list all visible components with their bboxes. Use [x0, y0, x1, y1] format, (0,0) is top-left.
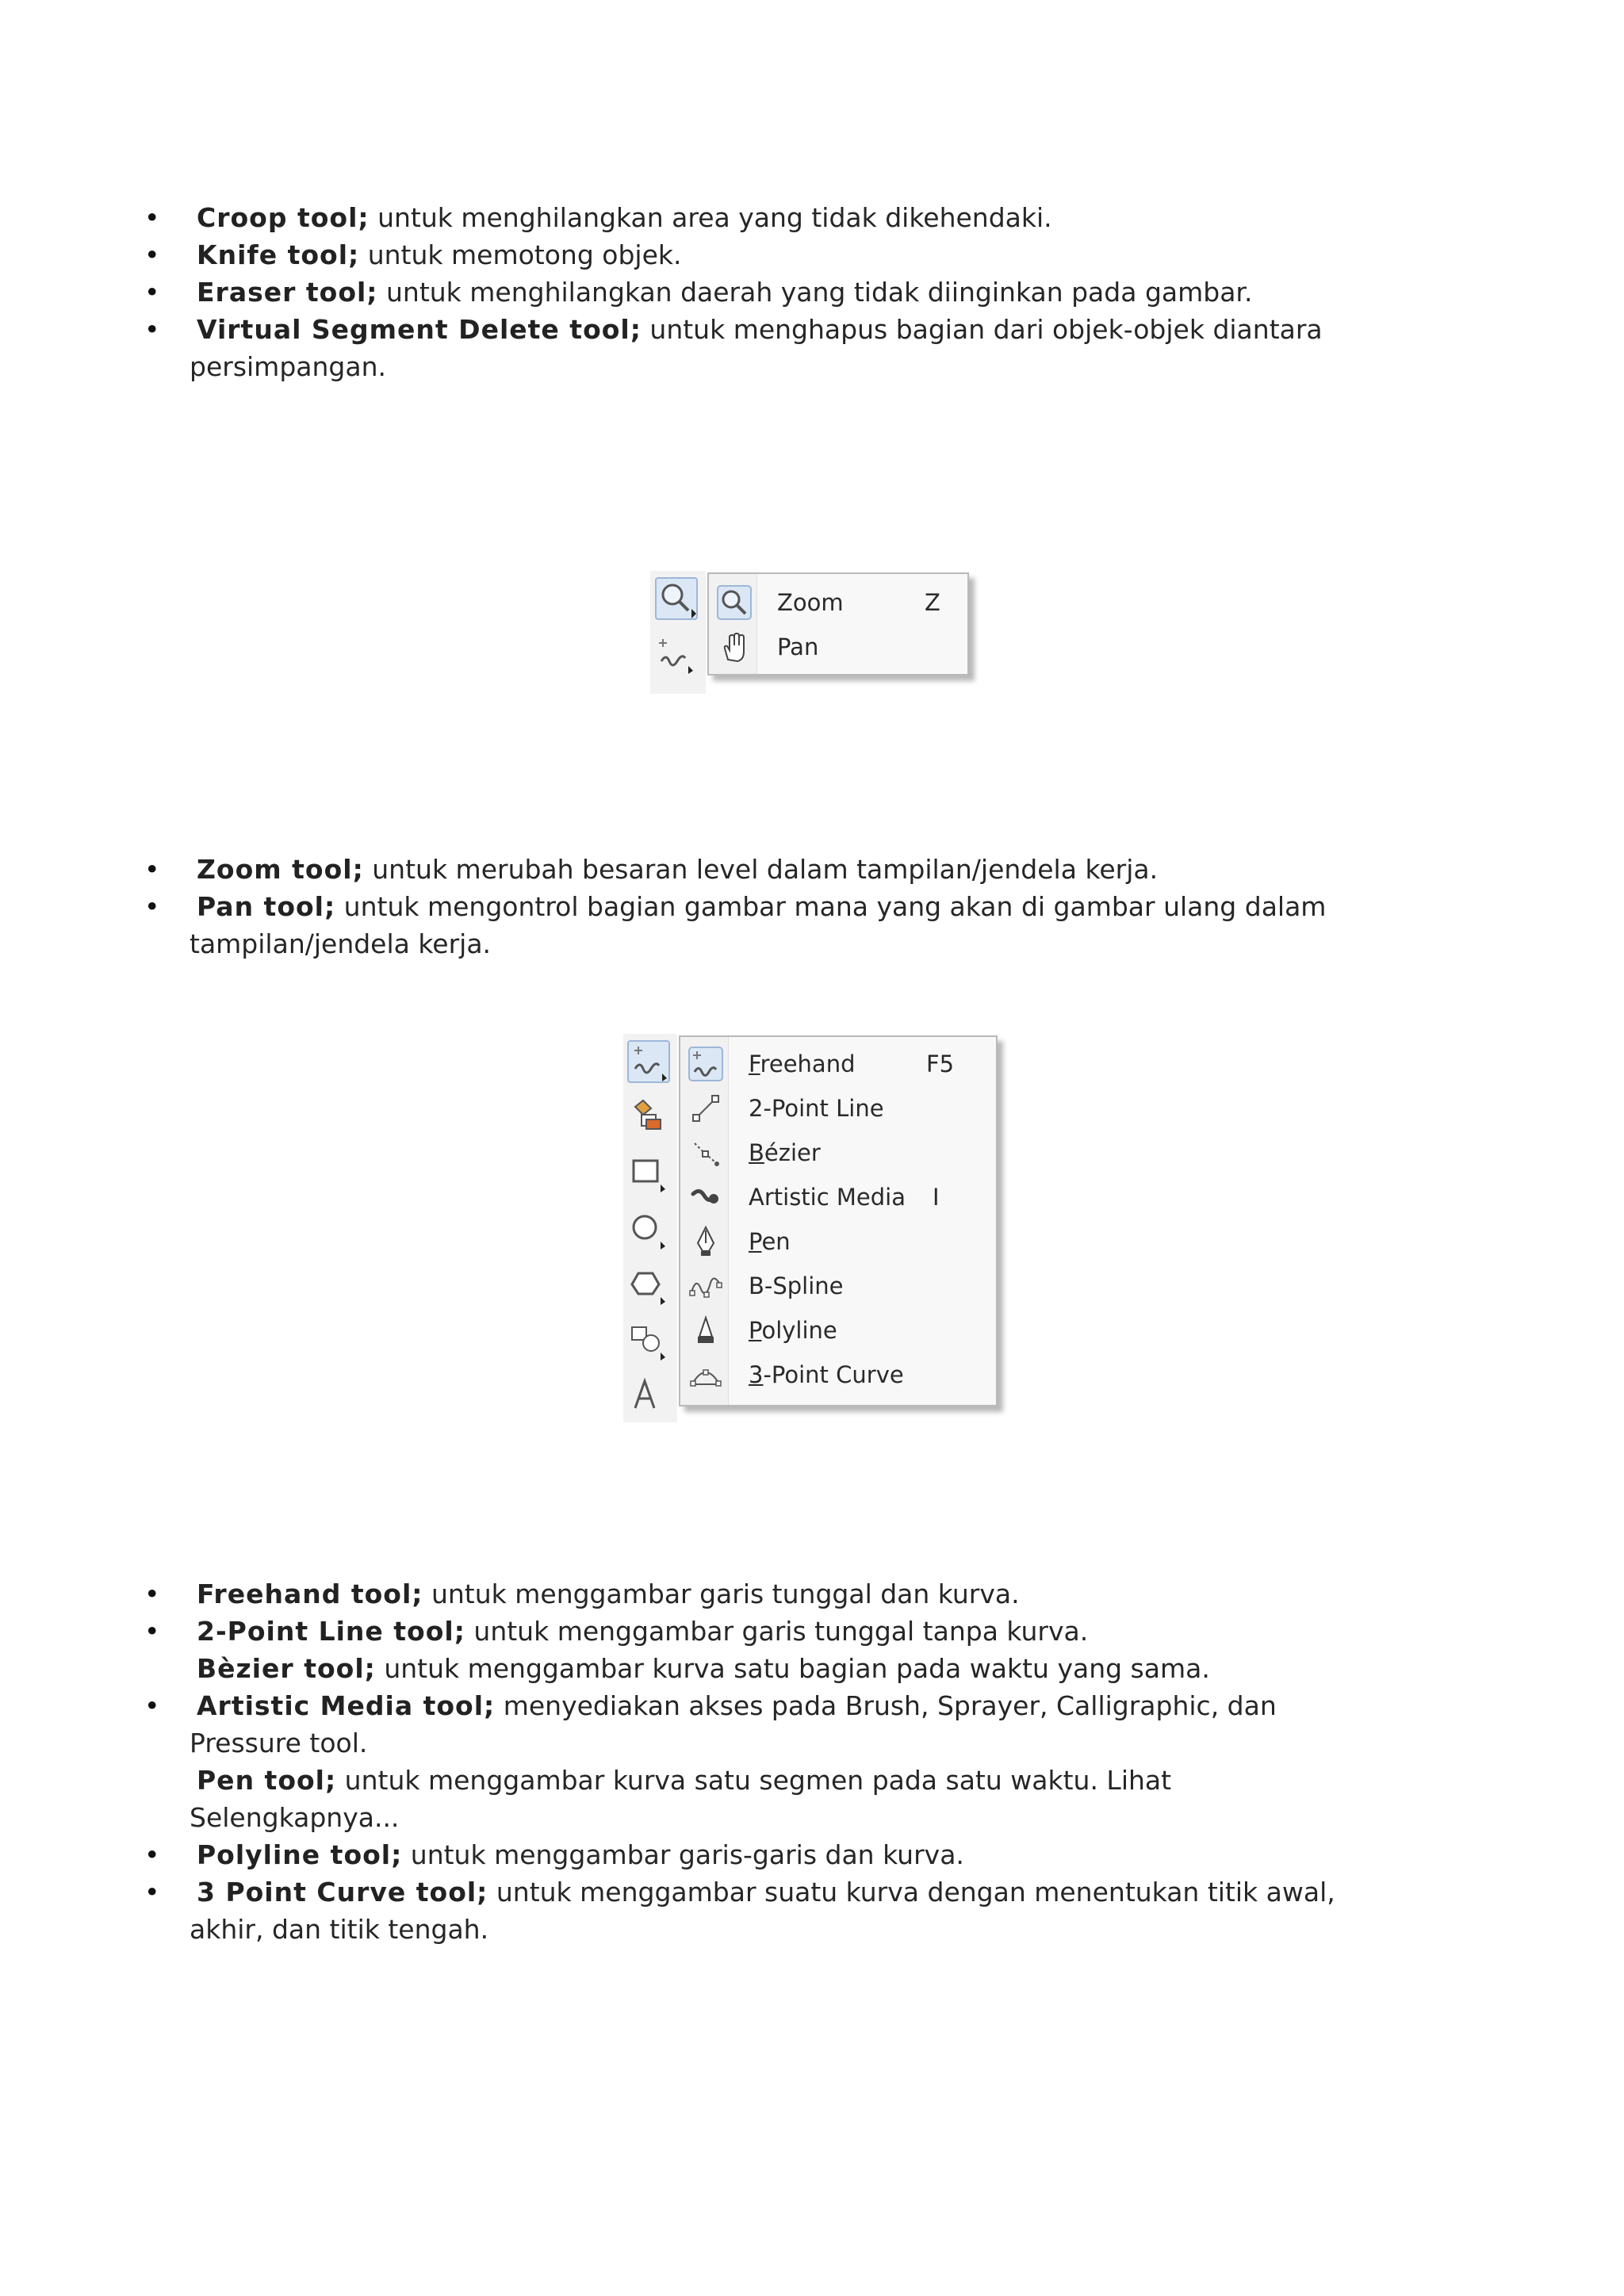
zoom-tool-button[interactable] — [655, 577, 698, 620]
freehand-icon — [629, 1042, 668, 1081]
tool-desc-continued: Pressure tool. — [190, 1728, 368, 1758]
menu-item-label-rest: olyline — [761, 1317, 837, 1344]
menu-item-shortcut: I — [933, 1184, 940, 1211]
curve-flyout-menu — [679, 1035, 998, 1406]
menu-item-label — [749, 1264, 844, 1308]
menu-item-label: Pan — [777, 633, 819, 660]
two-point-line-icon — [688, 1091, 723, 1126]
menu-item-label-rest: -Point Curve — [763, 1361, 904, 1388]
list-item — [0, 236, 1386, 274]
basic-shapes-tool-button[interactable] — [627, 1321, 670, 1364]
freehand-icon — [655, 634, 695, 674]
menu-item-bezier[interactable] — [680, 1131, 996, 1175]
artistic-media-icon — [688, 1180, 723, 1215]
text-tool-button[interactable] — [627, 1375, 670, 1418]
curve-tool-button[interactable] — [627, 1040, 670, 1083]
menu-item-label — [749, 1086, 884, 1131]
polyline-icon — [688, 1313, 723, 1348]
menu-item-zoom[interactable] — [709, 580, 967, 625]
menu-item-label — [749, 1042, 856, 1086]
tool-term: Polyline tool; — [197, 1839, 403, 1870]
menu-item-label — [749, 1353, 904, 1397]
tool-term: Freehand tool; — [197, 1578, 423, 1609]
tool-desc-continued: tampilan/jendela kerja. — [190, 928, 492, 959]
menu-item-label: Zoom — [777, 589, 844, 616]
tool-desc: untuk menggambar suatu kurva dengan menentukan titik awal, — [488, 1877, 1335, 1908]
menu-item-artistic-media[interactable] — [680, 1175, 996, 1219]
list-item — [0, 199, 1386, 236]
tool-list-2 — [0, 851, 1386, 962]
curve-flyout-screenshot — [623, 1034, 1004, 1422]
menu-item-label-rest: reehand — [760, 1050, 856, 1077]
menu-item-b-spline[interactable] — [680, 1264, 996, 1308]
curve-tool-button[interactable] — [655, 634, 698, 677]
ellipse-icon — [627, 1210, 667, 1249]
menu-item-label-rest: B-Spline — [749, 1272, 844, 1299]
tool-term: Knife tool; — [197, 239, 360, 270]
menu-item-mnemonic: 3 — [749, 1361, 764, 1388]
tool-term: Pen tool; — [197, 1765, 337, 1796]
tool-list-1 — [0, 199, 1386, 385]
tool-desc: untuk menggambar garis-garis dan kurva. — [402, 1839, 964, 1870]
tool-term: Zoom tool; — [197, 854, 364, 885]
menu-item-label — [749, 1219, 791, 1264]
tool-list-3 — [0, 1575, 1386, 1948]
menu-item-freehand[interactable] — [680, 1042, 996, 1086]
smart-fill-icon — [627, 1096, 667, 1135]
menu-item-label-rest: 2-Point Line — [749, 1095, 884, 1122]
tool-desc: untuk memotong objek. — [359, 239, 682, 270]
list-item — [0, 888, 1386, 962]
b-spline-icon — [688, 1269, 723, 1303]
tool-desc: untuk menggambar kurva satu bagian pada waktu yang sama. — [375, 1653, 1210, 1684]
smart-fill-tool-button[interactable] — [627, 1096, 670, 1138]
menu-item-polyline[interactable] — [680, 1308, 996, 1353]
menu-item-shortcut: Z — [925, 589, 940, 616]
toolbox-strip — [623, 1034, 677, 1422]
tool-desc: untuk merubah besaran level dalam tampilan/jendela kerja. — [363, 854, 1159, 885]
basic-shapes-icon — [627, 1321, 667, 1360]
tool-term: Artistic Media tool; — [197, 1690, 496, 1721]
menu-item-2-point-line[interactable] — [680, 1086, 996, 1131]
list-item — [0, 274, 1386, 311]
tool-desc-continued: akhir, dan titik tengah. — [190, 1914, 489, 1945]
tool-desc: untuk menggambar garis tunggal tanpa kurva. — [465, 1616, 1089, 1647]
magnifier-icon — [657, 579, 696, 618]
menu-item-label — [749, 1308, 837, 1353]
tool-desc: untuk menggambar garis tunggal dan kurva. — [423, 1578, 1020, 1609]
tool-term: 2-Point Line tool; — [197, 1616, 465, 1647]
zoom-flyout-menu — [707, 572, 969, 675]
hand-icon — [717, 629, 752, 664]
menu-item-mnemonic: B — [749, 1139, 764, 1166]
rectangle-tool-button[interactable] — [627, 1153, 670, 1196]
tool-desc: untuk mengontrol bagian gambar mana yang akan di gambar ulang dalam — [335, 891, 1327, 922]
list-item — [0, 1687, 1386, 1762]
list-item — [0, 1650, 1386, 1687]
magnifier-icon — [717, 585, 752, 620]
list-item — [0, 1836, 1386, 1873]
tool-term: Pan tool; — [197, 891, 336, 922]
tool-desc: menyediakan akses pada Brush, Sprayer, Calligraphic, dan — [495, 1690, 1277, 1721]
tool-term: 3 Point Curve tool; — [197, 1877, 488, 1908]
list-item — [0, 1873, 1386, 1948]
list-item — [0, 851, 1386, 888]
tool-desc: untuk menggambar kurva satu segmen pada satu waktu. Lihat — [336, 1765, 1172, 1796]
menu-item-shortcut: F5 — [926, 1050, 955, 1077]
menu-item-mnemonic: P — [749, 1228, 762, 1255]
menu-item-label-rest: Artistic Media — [749, 1184, 906, 1211]
text-icon — [627, 1375, 667, 1414]
tool-term: Eraser tool; — [197, 277, 378, 308]
menu-item-pan[interactable] — [709, 625, 967, 669]
ellipse-tool-button[interactable] — [627, 1210, 670, 1253]
tool-desc: untuk menghilangkan daerah yang tidak diinginkan pada gambar. — [377, 277, 1253, 308]
list-item — [0, 311, 1386, 385]
tool-desc-continued: Selengkapnya... — [190, 1802, 400, 1833]
list-item — [0, 1762, 1386, 1836]
menu-item-pen[interactable] — [680, 1219, 996, 1264]
toolbox-strip — [650, 571, 706, 694]
bezier-icon — [688, 1135, 723, 1170]
menu-item-label-rest: ézier — [764, 1139, 821, 1166]
polygon-icon — [627, 1265, 667, 1305]
tool-term: Croop tool; — [197, 202, 370, 233]
menu-item-label-rest: en — [761, 1228, 791, 1255]
tool-term: Bèzier tool; — [197, 1653, 376, 1684]
zoom-flyout-screenshot — [650, 571, 975, 694]
list-item — [0, 1575, 1386, 1613]
freehand-icon — [688, 1047, 723, 1081]
tool-desc: untuk menghilangkan area yang tidak dikehendaki. — [369, 202, 1052, 233]
menu-item-3-point-curve[interactable] — [680, 1353, 996, 1397]
menu-item-label — [749, 1175, 906, 1219]
polygon-tool-button[interactable] — [627, 1265, 670, 1308]
menu-item-mnemonic: F — [749, 1050, 760, 1077]
menu-item-label — [749, 1131, 821, 1175]
tool-term: Virtual Segment Delete tool; — [197, 314, 642, 345]
pen-icon — [688, 1224, 723, 1259]
tool-desc: untuk menghapus bagian dari objek-objek diantara — [641, 314, 1323, 345]
rectangle-icon — [627, 1153, 667, 1192]
three-point-curve-icon — [688, 1357, 723, 1392]
menu-item-mnemonic: P — [749, 1317, 762, 1344]
list-item — [0, 1613, 1386, 1650]
tool-desc-continued: persimpangan. — [190, 351, 386, 382]
